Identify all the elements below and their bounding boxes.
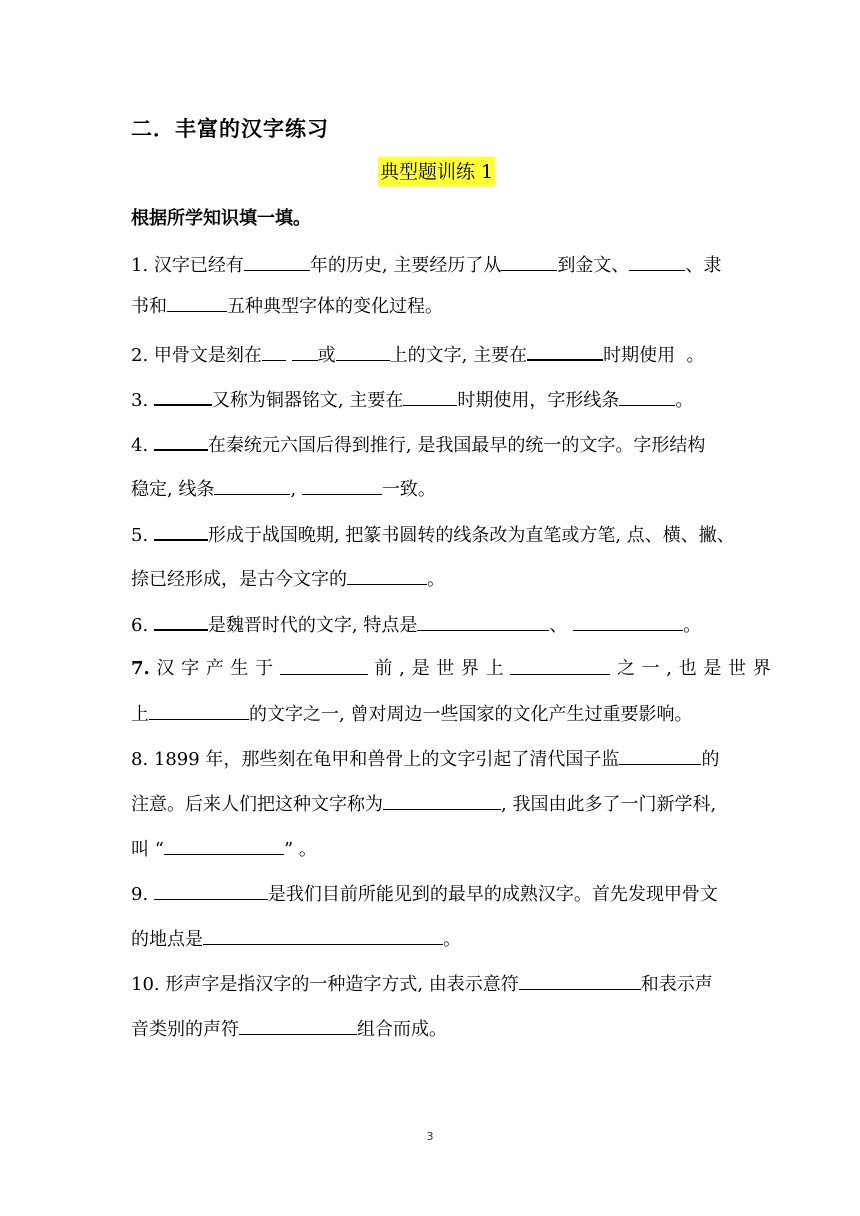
exercise-subtitle: 典型题训练 1 (378, 157, 495, 187)
question-5-line-2: 捺已经形成，是古今文字的 。 (131, 566, 771, 593)
question-4-line-2: 稳定, 线条 , 一致。 (131, 476, 771, 503)
blank[interactable] (154, 521, 208, 541)
question-8-line-2: 注意。后来人们把这种文字称为 , 我国由此多了一门新学科, (131, 791, 771, 818)
section-title: 二．丰富的汉字练习 (131, 117, 329, 141)
question-10-line-1: 10. 形声字是指汉字的一种造字方式, 由表示意符 和表示声 (131, 971, 771, 998)
blank[interactable] (336, 342, 390, 361)
question-7-line-2: 上 的文字之一, 曾对周边一些国家的文化产生过重要影响。 (131, 701, 771, 728)
blank[interactable] (519, 971, 641, 990)
blank[interactable] (154, 386, 212, 406)
instruction: 根据所学知识填一填。 (131, 208, 311, 229)
blank[interactable] (154, 881, 268, 900)
blank[interactable] (302, 476, 382, 495)
question-3: 3. 又称为铜器铭文, 主要在 时期使用，字形线条 。 (131, 386, 771, 414)
question-8-line-3: 叫 “ ” 。 (131, 836, 771, 863)
question-10-line-2: 音类别的声符 组合而成。 (131, 1016, 771, 1043)
question-2: 2. 甲骨文是刻在 或 上的文字, 主要在 时期使用 。 (131, 341, 771, 369)
page-number: 3 (426, 1130, 434, 1143)
blank[interactable] (501, 252, 557, 271)
question-7-line-1: 7. 汉 字 产 生 于 前 , 是 世 界 上 之 一 , 也 是 世 界 (131, 658, 771, 679)
blank[interactable] (154, 611, 208, 631)
blank[interactable] (573, 612, 683, 631)
blank[interactable] (292, 342, 318, 361)
question-9-line-1: 9. 是我们目前所能见到的最早的成熟汉字。首先发现甲骨文 (131, 881, 771, 908)
blank[interactable] (383, 791, 501, 810)
blank[interactable] (527, 341, 603, 361)
question-9-line-2: 的地点是 。 (131, 926, 771, 953)
blank[interactable] (403, 387, 457, 406)
blank[interactable] (239, 1016, 357, 1035)
blank[interactable] (149, 701, 249, 720)
question-8-line-1: 8. 1899 年，那些刻在龟甲和兽骨上的文字引起了清代国子监 的 (131, 746, 771, 773)
question-4-line-1: 4. 在秦统元六国后得到推行, 是我国最早的统一的文字。字形结构 (131, 431, 771, 459)
blank[interactable] (154, 431, 208, 451)
question-1-line-2: 书和 五种典型字体的变化过程。 (131, 293, 771, 320)
blank[interactable] (619, 746, 701, 765)
question-6: 6. 是魏晋时代的文字, 特点是 、 。 (131, 611, 771, 639)
question-1-line-1: 1. 汉字已经有 年的历史, 主要经历了从 到金文、 、隶 (131, 252, 771, 279)
blank[interactable] (347, 566, 427, 585)
blank[interactable] (164, 836, 284, 855)
blank[interactable] (203, 926, 443, 945)
blank[interactable] (417, 612, 549, 631)
blank[interactable] (244, 252, 310, 271)
blank[interactable] (167, 293, 227, 312)
blank[interactable] (262, 342, 286, 361)
blank[interactable] (510, 656, 610, 675)
blank[interactable] (214, 476, 290, 495)
blank[interactable] (619, 387, 675, 406)
question-5-line-1: 5. 形成于战国晚期, 把篆书圆转的线条改为直笔或方笔, 点、横、撇、 (131, 521, 771, 549)
blank[interactable] (280, 656, 368, 675)
blank[interactable] (629, 252, 685, 271)
